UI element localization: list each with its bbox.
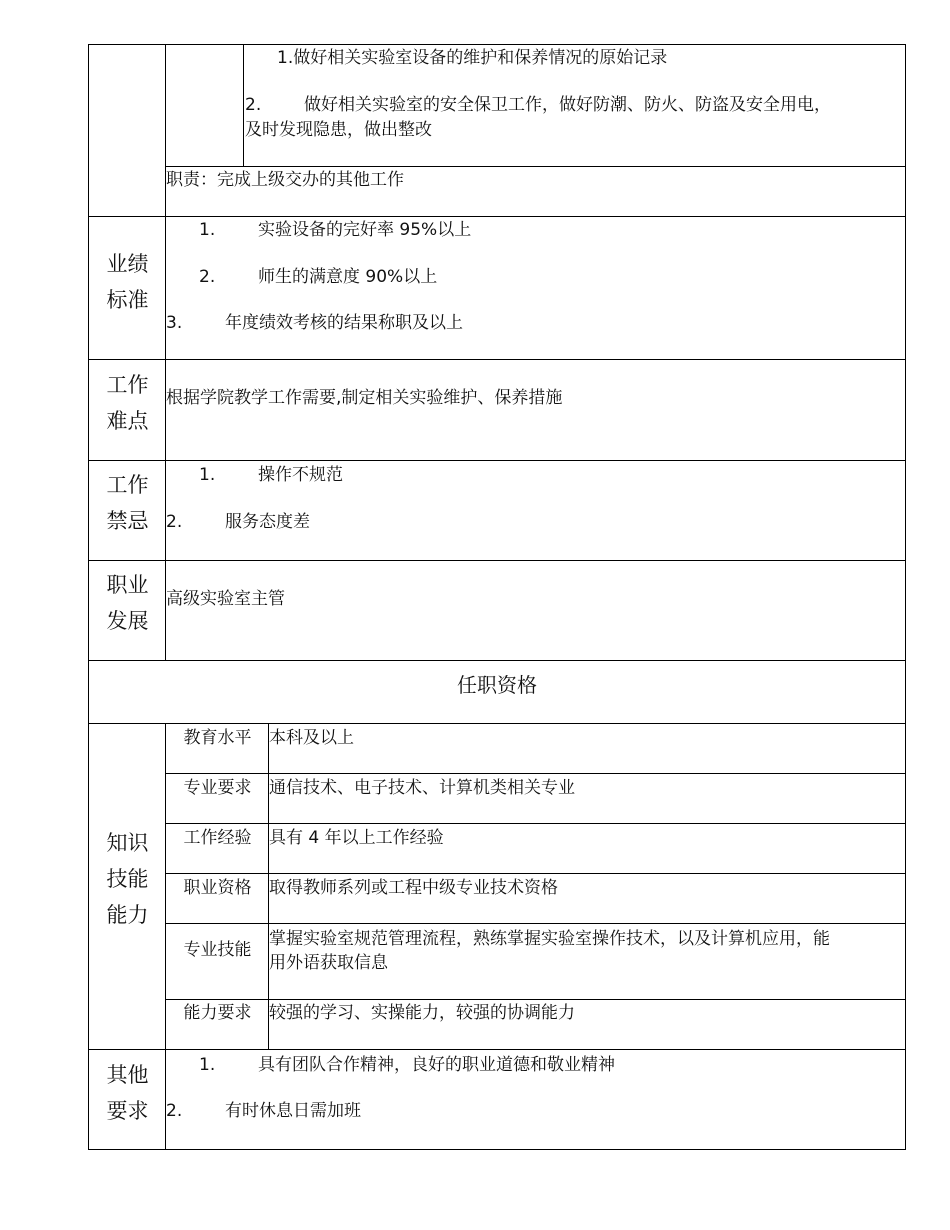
skills-value-line2: 用外语获取信息 [269,953,388,973]
ability-key: 能力要求 [183,1003,252,1023]
other-item-2-number: 2. [166,1101,183,1121]
knowledge-row-divider [165,873,906,874]
difficulty-label-line2: 难点 [106,409,149,433]
other-label-line1: 其他 [106,1063,149,1087]
row-divider [88,460,906,461]
performance-item-3-text: 年度绩效考核的结果称职及以上 [225,313,463,333]
other-item-1-number: 1. [199,1055,216,1075]
difficulty-label-line1: 工作 [106,373,149,397]
certification-value: 取得教师系列或工程中级专业技术资格 [269,878,558,898]
row-divider [88,359,906,360]
knowledge-label-line2: 技能 [106,867,149,891]
label-column-divider [165,44,166,660]
prohibition-label [90,467,165,539]
knowledge-row-divider [165,999,906,1000]
performance-item-3-number: 3. [166,313,183,333]
career-text: 高级实验室主管 [166,589,285,609]
skills-value-line1: 掌握实验室规范管理流程，熟练掌握实验室操作技术，以及计算机应用，能 [269,929,830,949]
certification-key: 职业资格 [183,878,252,898]
prohibition-label-line1: 工作 [106,473,149,497]
knowledge-label-line1: 知识 [106,831,149,855]
knowledge-row-divider [165,773,906,774]
performance-item-1-number: 1. [199,220,216,240]
performance-item-2-number: 2. [199,267,216,287]
difficulty-label [90,367,165,439]
education-value: 本科及以上 [269,728,354,748]
other-item-2-text: 有时休息日需加班 [225,1101,361,1121]
prohibition-item-1-number: 1. [199,465,216,485]
row-divider [88,216,906,217]
performance-label [90,246,165,318]
experience-value: 具有 4 年以上工作经验 [269,828,444,848]
row-divider [165,166,906,167]
row-divider [88,660,906,661]
ability-value: 较强的学习、实操能力，较强的协调能力 [269,1003,575,1023]
duty-item-2-line1: 做好相关实验室的安全保卫工作，做好防潮、防火、防盗及安全用电， [304,95,831,115]
prohibition-item-2-text: 服务态度差 [225,512,310,532]
other-label [90,1057,165,1129]
major-value: 通信技术、电子技术、计算机类相关专业 [269,778,575,798]
qualification-title: 任职资格 [457,673,537,697]
knowledge-label-line3: 能力 [106,903,149,927]
duty-other: 职责：完成上级交办的其他工作 [166,170,404,190]
career-label [90,567,165,639]
career-label-line1: 职业 [106,573,149,597]
education-key: 教育水平 [183,728,252,748]
duty-item-1: 1.做好相关实验室设备的维护和保养情况的原始记录 [277,48,668,68]
row-divider [88,1049,906,1050]
row-divider [88,560,906,561]
performance-label-line1: 业绩 [106,252,149,276]
experience-key: 工作经验 [183,828,252,848]
career-label-line2: 发展 [106,609,149,633]
prohibition-label-line2: 禁忌 [106,509,149,533]
performance-item-1-text: 实验设备的完好率 95%以上 [258,220,472,240]
performance-item-2-text: 师生的满意度 90%以上 [258,267,438,287]
skills-key: 专业技能 [183,940,252,960]
row-divider [88,723,906,724]
duty-inner-divider [243,44,244,166]
other-label-line2: 要求 [106,1099,149,1123]
knowledge-label [90,825,165,933]
duty-item-2-number: 2. [245,95,262,115]
performance-label-line2: 标准 [106,288,149,312]
knowledge-row-divider [165,823,906,824]
difficulty-text: 根据学院教学工作需要,制定相关实验维护、保养措施 [166,388,563,408]
prohibition-item-2-number: 2. [166,512,183,532]
major-key: 专业要求 [183,778,252,798]
knowledge-row-divider [165,923,906,924]
prohibition-item-1-text: 操作不规范 [258,465,343,485]
duty-item-2-line2: 及时发现隐患，做出整改 [245,120,432,140]
other-item-1-text: 具有团队合作精神，良好的职业道德和敬业精神 [258,1055,615,1075]
